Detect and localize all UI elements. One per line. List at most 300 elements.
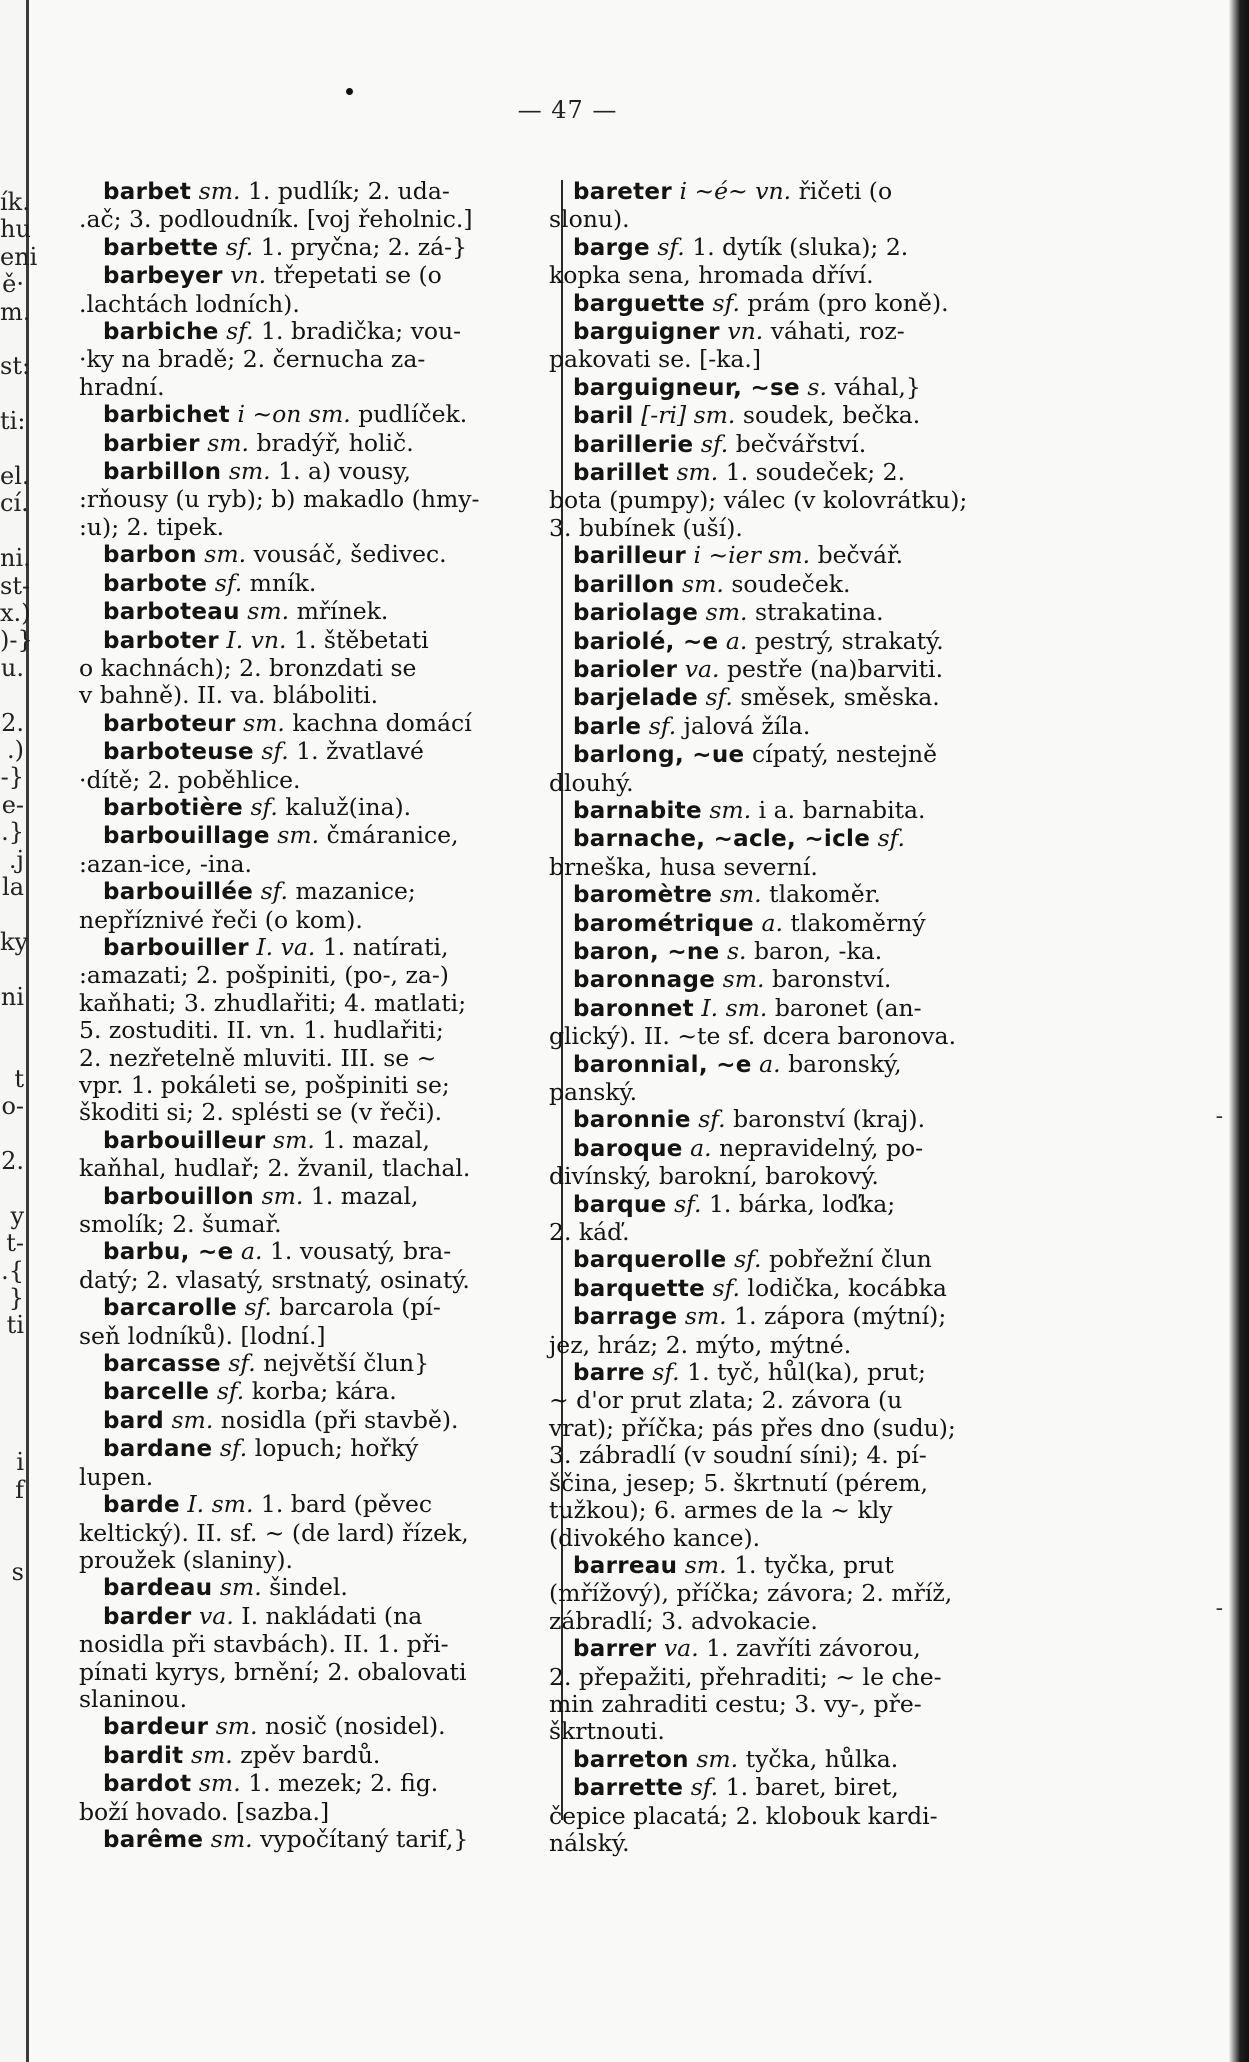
entry-headword: bardot — [103, 1771, 192, 1798]
entry-grammar: sm. — [198, 177, 241, 205]
entry-headword: barbeyer — [103, 263, 223, 290]
entry-grammar: sf. — [216, 1377, 245, 1406]
entry-continuation: pakovati se. [-ka.] — [549, 345, 762, 374]
entry-grammar: sf. — [228, 1349, 256, 1378]
entry-definition: 1. bradička; vou- — [261, 317, 462, 346]
entry-continuation: glický). II. ~te sf. dcera baronova. — [549, 1022, 957, 1051]
facing-page-fragment: t- — [6, 1229, 24, 1258]
facing-page-fragment: ni. — [0, 544, 31, 573]
facing-page-fragment: )-} — [0, 626, 33, 655]
margin-mark: - — [1215, 1596, 1223, 1621]
dictionary-entry — [79, 1125, 551, 1183]
dictionary-entry — [573, 910, 1045, 938]
entry-continuation: min zahraditi cestu; 3. vy-, pře- — [549, 1689, 922, 1718]
dictionary-entry — [79, 737, 551, 794]
entry-continuation: jez, hráz; 2. mýto, mýtné. — [549, 1330, 852, 1359]
facing-page-fragment: eni — [0, 242, 38, 271]
entry-grammar: sm. — [171, 1405, 214, 1434]
entry-headword: barcasse — [103, 1351, 221, 1378]
entry-definition: 1. mazal, — [322, 1125, 430, 1154]
entry-definition: vousáč, šedivec. — [253, 540, 447, 569]
entry-grammar: va. — [684, 654, 720, 683]
entry-headword: barbet — [103, 179, 192, 205]
facing-page-fragment: 2. — [1, 708, 24, 737]
entry-grammar: sm. — [709, 795, 752, 824]
dictionary-entry — [573, 656, 1045, 684]
entry-headword: barrer — [573, 1636, 657, 1663]
facing-page-fragment: ti: — [0, 407, 26, 436]
entry-grammar: sf. — [690, 1773, 719, 1802]
dictionary-entry — [549, 1773, 1045, 1857]
entry-definition: baronský, — [788, 1049, 902, 1078]
entry-grammar: a. — [759, 1049, 781, 1078]
entry-continuation: smolík; 2. šumař. — [79, 1210, 282, 1239]
entry-definition: 1. natírati, — [322, 932, 449, 961]
entry-grammar: sm. — [682, 569, 724, 598]
entry-definition: prám (pro koně). — [747, 288, 949, 317]
left-column — [79, 177, 551, 1854]
entry-continuation: :u); 2. tipek. — [79, 512, 225, 541]
facing-page-fragment: i — [16, 1448, 24, 1477]
dictionary-entry — [79, 877, 551, 934]
entry-headword: barbon — [103, 542, 197, 569]
entry-continuation: ščina, jesep; 5. škrtnutí (pérem, — [549, 1468, 928, 1497]
entry-continuation: o kachnách); 2. bronzdati se — [79, 653, 417, 682]
entry-continuation: boží hovado. [sazba.] — [79, 1797, 330, 1826]
entry-grammar: s. — [726, 936, 747, 965]
entry-headword: barilleur — [573, 543, 686, 570]
dictionary-entry — [549, 1358, 1045, 1552]
facing-page-fragment: el. — [0, 462, 30, 490]
entry-grammar: sf. — [734, 1245, 762, 1274]
entry-grammar: I. sm. — [701, 993, 768, 1022]
entry-continuation: slonu). — [549, 205, 630, 234]
entry-definition: 1. mazal, — [310, 1181, 419, 1210]
facing-page-fragment: -} — [0, 763, 24, 792]
facing-page-fragment: st- — [0, 571, 31, 600]
entry-grammar: sm. — [207, 428, 250, 457]
entry-definition: čmáranice, — [326, 821, 459, 850]
entry-continuation: pínati kyrys, brnění; 2. obalovati — [79, 1657, 467, 1686]
entry-grammar: sf. — [712, 288, 740, 317]
entry-continuation: slaninou. — [79, 1684, 188, 1713]
entry-headword: barillerie — [573, 431, 694, 458]
entry-grammar: vn. — [727, 317, 764, 346]
dictionary-entry — [79, 1293, 551, 1350]
entry-continuation: datý; 2. vlasatý, srstnatý, osinatý. — [79, 1265, 470, 1294]
entry-grammar: sm. — [190, 1740, 233, 1769]
entry-definition: baronet (an- — [774, 993, 922, 1022]
entry-grammar: sm. — [684, 1302, 727, 1331]
dictionary-entry — [79, 177, 551, 234]
column-divider — [561, 180, 563, 1820]
entry-grammar: sm. — [719, 880, 762, 909]
dictionary-entry — [573, 374, 1045, 402]
entry-definition: zpěv bardů. — [240, 1740, 381, 1769]
dictionary-entry — [573, 1746, 1045, 1774]
entry-headword: barbette — [103, 234, 219, 261]
entry-grammar: sf. — [261, 737, 289, 766]
entry-headword: barnabite — [573, 797, 702, 824]
entry-grammar: sf. — [657, 232, 685, 261]
entry-definition: 1. zavříti závorou, — [706, 1634, 921, 1663]
entry-headword: barbouiller — [103, 934, 249, 961]
dictionary-entry — [79, 932, 551, 1127]
entry-grammar: sf. — [700, 429, 729, 458]
entry-headword: barquette — [573, 1275, 706, 1302]
entry-continuation: dlouhý. — [549, 768, 634, 797]
entry-definition: kachna domácí — [292, 708, 472, 737]
dictionary-entry — [103, 598, 551, 626]
entry-grammar: a. — [761, 908, 783, 937]
entry-definition: tlakoměr. — [769, 880, 881, 909]
facing-page-fragment: ě· — [2, 270, 24, 299]
entry-definition: barcarola (pí- — [279, 1293, 441, 1322]
entry-continuation: hradní. — [79, 372, 165, 401]
facing-page-fragment: } — [8, 1284, 24, 1312]
entry-definition: nosidla (při stavbě). — [220, 1405, 459, 1434]
entry-grammar: sm. — [210, 1824, 253, 1853]
facing-page-fragment: s — [11, 1558, 24, 1586]
dictionary-entry — [103, 1713, 551, 1741]
entry-continuation: seň lodníků). [lodní.] — [79, 1321, 326, 1350]
dictionary-entry — [103, 541, 551, 569]
entry-grammar: I. sm. — [187, 1490, 254, 1519]
entry-headword: barbu, ~e — [103, 1239, 234, 1266]
entry-definition: řičeti (o — [798, 177, 893, 205]
dictionary-entry — [573, 966, 1045, 994]
dictionary-entry — [79, 1181, 551, 1239]
entry-grammar: sm. — [261, 1181, 304, 1210]
entry-definition: 1. štěbetati — [294, 625, 429, 654]
facing-page-fragment: 2. — [1, 1147, 24, 1175]
facing-page-fragment: hu — [0, 215, 31, 244]
facing-page-fragment: .} — [1, 818, 24, 847]
entry-grammar: a. — [725, 626, 748, 655]
entry-headword: bardeau — [103, 1575, 213, 1602]
entry-continuation: 3. zábradlí (v soudní síni); 4. pí- — [549, 1441, 927, 1470]
entry-grammar: sf. — [225, 232, 254, 261]
dictionary-entry — [549, 177, 1045, 234]
entry-definition: 1. a) vousy, — [278, 457, 411, 486]
entry-headword: barillet — [573, 460, 669, 487]
dictionary-entry — [573, 1275, 1045, 1303]
entry-headword: barguigneur, ~se — [573, 374, 800, 401]
entry-continuation: divínský, barokní, barokový. — [549, 1162, 879, 1191]
entry-headword: barométrique — [573, 910, 754, 937]
entry-headword: barcarolle — [103, 1295, 237, 1322]
dictionary-entry — [103, 430, 551, 458]
dictionary-entry — [79, 821, 551, 878]
entry-headword: barême — [103, 1826, 204, 1853]
entry-definition: soudek, bečka. — [742, 401, 921, 430]
entry-definition: 1. vousatý, bra- — [269, 1237, 452, 1266]
entry-definition: soudeček. — [731, 569, 851, 598]
dictionary-entry — [549, 740, 1045, 797]
entry-grammar: sm. — [219, 1573, 262, 1602]
dictionary-entry — [103, 1407, 551, 1435]
entry-grammar: sf. — [674, 1189, 702, 1218]
entry-grammar: sm. — [722, 965, 765, 994]
entry-continuation: vpr. 1. pokáleti se, pošpiniti se; — [79, 1071, 450, 1099]
facing-page-fragment: t — [14, 1064, 24, 1093]
entry-continuation: bota (pumpy); válec (v kolovrátku); — [549, 486, 968, 515]
entry-grammar: sm. — [676, 458, 719, 487]
entry-headword: bariolage — [573, 600, 699, 627]
facing-page-fragment: f — [15, 1475, 24, 1504]
dictionary-entry — [549, 1133, 1045, 1191]
entry-headword: barjelade — [573, 685, 698, 712]
entry-headword: barbiche — [103, 319, 219, 346]
entry-headword: barcelle — [103, 1379, 210, 1406]
entry-grammar: sm. — [215, 1712, 258, 1741]
entry-grammar: va. — [199, 1601, 234, 1630]
dictionary-entry — [573, 881, 1045, 909]
entry-continuation: brneška, husa severní. — [549, 852, 818, 881]
dictionary-entry — [103, 710, 551, 738]
right-column — [549, 177, 1045, 1857]
entry-definition: pudlíček. — [358, 400, 468, 429]
entry-headword: barboter — [103, 627, 219, 654]
entry-definition: I. nakládati (na — [241, 1601, 423, 1630]
entry-continuation: (divokého kance). — [549, 1523, 761, 1552]
entry-grammar: sf. — [244, 1293, 272, 1322]
dictionary-entry — [79, 1490, 551, 1574]
entry-headword: baronnet — [573, 995, 694, 1022]
entry-definition: tyčka, hůlka. — [745, 1744, 899, 1773]
entry-continuation: lupen. — [79, 1462, 154, 1491]
entry-definition: pestře (na)barviti. — [726, 654, 944, 683]
entry-headword: bardane — [103, 1436, 213, 1463]
entry-grammar: i ~ier sm. — [693, 541, 811, 570]
dictionary-entry — [549, 232, 1045, 290]
entry-continuation: kaňhati; 3. zhudlařiti; 4. matlati; — [79, 988, 467, 1017]
entry-grammar: sf. — [698, 1105, 726, 1134]
entry-headword: baronnie — [573, 1107, 691, 1134]
entry-continuation: proužek (slaniny). — [79, 1545, 294, 1574]
facing-page-fragment: .{ — [1, 1256, 24, 1285]
entry-headword: barboteau — [103, 599, 240, 626]
entry-definition: pestrý, strakatý. — [754, 626, 944, 655]
entry-grammar: i ~é~ vn. — [679, 177, 792, 205]
entry-headword: barbillon — [103, 459, 222, 486]
dictionary-entry — [549, 824, 1045, 881]
entry-headword: bareter — [573, 179, 672, 205]
dictionary-entry — [573, 402, 1045, 430]
entry-definition: největší člun} — [263, 1349, 430, 1378]
entry-grammar: sm. — [684, 1550, 727, 1579]
entry-headword: baronnial, ~e — [573, 1051, 752, 1078]
entry-definition: pobřežní člun — [768, 1245, 932, 1274]
entry-grammar: sf. — [219, 1434, 248, 1463]
entry-definition: směsek, směska. — [740, 683, 940, 712]
facing-page-edge — [0, 0, 38, 2062]
entry-grammar: vn. — [230, 261, 267, 290]
entry-definition: mník. — [249, 568, 317, 597]
entry-headword: barle — [573, 713, 642, 740]
entry-continuation: ·dítě; 2. poběhlice. — [79, 765, 301, 794]
facing-page-fragment: o- — [1, 1092, 24, 1121]
entry-grammar: sm. — [277, 821, 320, 850]
entry-continuation: :rňousy (u ryb); b) makadlo (hmy- — [79, 485, 480, 514]
dictionary-entry — [573, 599, 1045, 627]
facing-page-fragment: ni — [0, 982, 24, 1011]
dictionary-entry — [549, 1550, 1045, 1635]
entry-grammar: a. — [240, 1237, 263, 1266]
facing-page-fragment: m. — [0, 297, 31, 326]
dictionary-entry — [103, 1350, 551, 1378]
facing-page-fragment: u. — [0, 653, 24, 682]
dictionary-entry — [79, 317, 551, 401]
entry-definition: nosič (nosidel). — [265, 1712, 446, 1741]
entry-continuation: 2. nezřetelně mluviti. III. se ~ — [79, 1043, 437, 1072]
entry-headword: bard — [103, 1407, 164, 1434]
entry-grammar: sm. — [228, 457, 271, 486]
entry-grammar: sf. — [214, 568, 243, 597]
entry-continuation: ·ky na bradě; 2. černucha za- — [79, 345, 426, 374]
dictionary-entry — [103, 1742, 551, 1770]
facing-page-fragment: st: — [0, 352, 31, 381]
dictionary-entry — [103, 1378, 551, 1406]
entry-headword: barque — [573, 1191, 667, 1218]
entry-continuation: škoditi si; 2. splésti se (v řeči). — [79, 1098, 443, 1127]
entry-continuation: 5. zostuditi. II. vn. 1. hudlařiti; — [79, 1016, 444, 1045]
dictionary-entry — [573, 431, 1045, 459]
dictionary-entry — [103, 570, 551, 598]
entry-grammar: I. vn. — [226, 625, 287, 654]
page-number: — 47 — — [517, 96, 618, 124]
entry-grammar: sm. — [204, 540, 247, 569]
entry-headword: barreau — [573, 1552, 678, 1579]
entry-definition: 1. bárka, loďka; — [708, 1189, 896, 1218]
entry-definition: cípatý, nestejně — [751, 740, 937, 769]
entry-grammar: sf. — [712, 1273, 740, 1302]
entry-grammar: sm. — [696, 1744, 739, 1773]
facing-page-fragment: e- — [1, 790, 24, 819]
entry-definition: 1. pudlík; 2. uda- — [247, 177, 450, 205]
facing-page-fragment: cí. — [0, 489, 29, 518]
entry-headword: barbier — [103, 430, 200, 457]
entry-headword: baromètre — [573, 882, 713, 909]
dictionary-entry — [573, 1106, 1045, 1134]
entry-headword: barder — [103, 1603, 192, 1630]
entry-headword: barbichet — [103, 402, 230, 429]
entry-headword: baron, ~ne — [573, 938, 720, 965]
entry-definition: baronství. — [771, 965, 892, 994]
entry-continuation: kopka sena, hromada dříví. — [549, 261, 874, 290]
dictionary-entry — [549, 1302, 1045, 1359]
entry-grammar: sf. — [705, 683, 733, 712]
entry-grammar: sf. — [250, 792, 278, 821]
entry-grammar: sm. — [273, 1125, 315, 1154]
entry-grammar: sf. — [260, 877, 288, 906]
entry-grammar: va. — [663, 1634, 699, 1663]
page-shadow — [1229, 0, 1249, 2062]
entry-headword: bardit — [103, 1742, 184, 1769]
entry-headword: barreton — [573, 1746, 689, 1773]
entry-headword: barioler — [573, 656, 678, 683]
entry-definition: kaluž(ina). — [285, 792, 412, 821]
entry-definition: 1. tyčka, prut — [734, 1550, 894, 1579]
entry-headword: barquerolle — [573, 1247, 727, 1274]
entry-definition: lodička, kocábka — [747, 1273, 947, 1302]
entry-definition: jalová žíla. — [683, 711, 811, 740]
dictionary-entry — [573, 684, 1045, 712]
dictionary-entry — [573, 571, 1045, 599]
entry-headword: baronnage — [573, 967, 716, 994]
entry-definition: bečvářství. — [735, 429, 867, 458]
entry-headword: barguigner — [573, 319, 720, 346]
entry-definition: korba; kára. — [251, 1377, 397, 1406]
entry-definition: 1. mezek; 2. fig. — [248, 1769, 439, 1798]
entry-grammar: sm. — [247, 597, 290, 626]
entry-headword: barbote — [103, 570, 208, 597]
entry-continuation: čepice placatá; 2. klobouk kardi- — [549, 1801, 938, 1830]
entry-grammar: i ~on sm. — [237, 400, 351, 429]
facing-page-fragment: x.) — [0, 599, 31, 627]
entry-continuation: škrtnouti. — [549, 1717, 665, 1746]
entry-grammar: sf. — [652, 1358, 680, 1387]
dictionary-entry — [573, 290, 1045, 318]
entry-definition: 1. bard (pěvec — [260, 1490, 433, 1519]
dictionary-entry — [573, 938, 1045, 966]
entry-grammar: sm. — [198, 1769, 241, 1798]
entry-definition: vypočítaný tarif,} — [260, 1824, 469, 1853]
entry-headword: barbouilleur — [103, 1127, 266, 1154]
entry-continuation: tužkou); 6. armes de la ~ kly — [549, 1496, 893, 1525]
entry-continuation: zábradlí; 3. advokacie. — [549, 1606, 818, 1635]
dictionary-entry — [573, 713, 1045, 741]
entry-headword: baroque — [573, 1135, 683, 1162]
entry-headword: barge — [573, 234, 650, 261]
dictionary-entry — [103, 794, 551, 822]
facing-page-fragment: ky — [0, 927, 29, 956]
dictionary-entry — [103, 1826, 551, 1854]
entry-definition: 1. baret, biret, — [725, 1773, 899, 1802]
entry-continuation: panský. — [549, 1078, 638, 1106]
entry-definition: bradýř, holič. — [256, 428, 414, 457]
entry-continuation: .lachtách lodních). — [79, 289, 300, 318]
ink-dot — [346, 88, 353, 95]
entry-headword: bardeur — [103, 1714, 209, 1741]
entry-headword: bariolé, ~e — [573, 628, 719, 655]
entry-grammar: I. va. — [256, 932, 316, 961]
entry-definition: 1. žvatlavé — [296, 737, 424, 766]
dictionary-entry — [79, 1434, 551, 1491]
dictionary-entry — [549, 1634, 1045, 1746]
dictionary-entry — [573, 1246, 1045, 1274]
dictionary-entry — [103, 401, 551, 429]
entry-headword: barlong, ~ue — [573, 742, 745, 769]
entry-headword: barre — [573, 1360, 645, 1387]
dictionary-entry — [79, 1601, 551, 1714]
entry-headword: barboteur — [103, 710, 236, 737]
entry-headword: barbouillon — [103, 1183, 255, 1210]
entry-definition: baronství (kraj). — [733, 1105, 926, 1134]
entry-headword: barrette — [573, 1775, 684, 1802]
entry-definition: šindel. — [269, 1573, 348, 1602]
entry-headword: barguette — [573, 290, 706, 317]
entry-continuation: 3. bubínek (uší). — [549, 513, 743, 542]
entry-definition: strakatina. — [754, 598, 884, 627]
dictionary-entry — [79, 457, 551, 541]
entry-definition: váhati, roz- — [770, 317, 905, 346]
facing-page-fragment: la — [2, 873, 24, 901]
entry-headword: barde — [103, 1492, 180, 1519]
facing-page-fragment: .j — [8, 845, 24, 874]
entry-continuation: vrat); příčka; pás přes dno (sudu); — [549, 1413, 956, 1442]
entry-continuation: 2. přepažiti, přehraditi; ~ le che- — [549, 1662, 942, 1691]
